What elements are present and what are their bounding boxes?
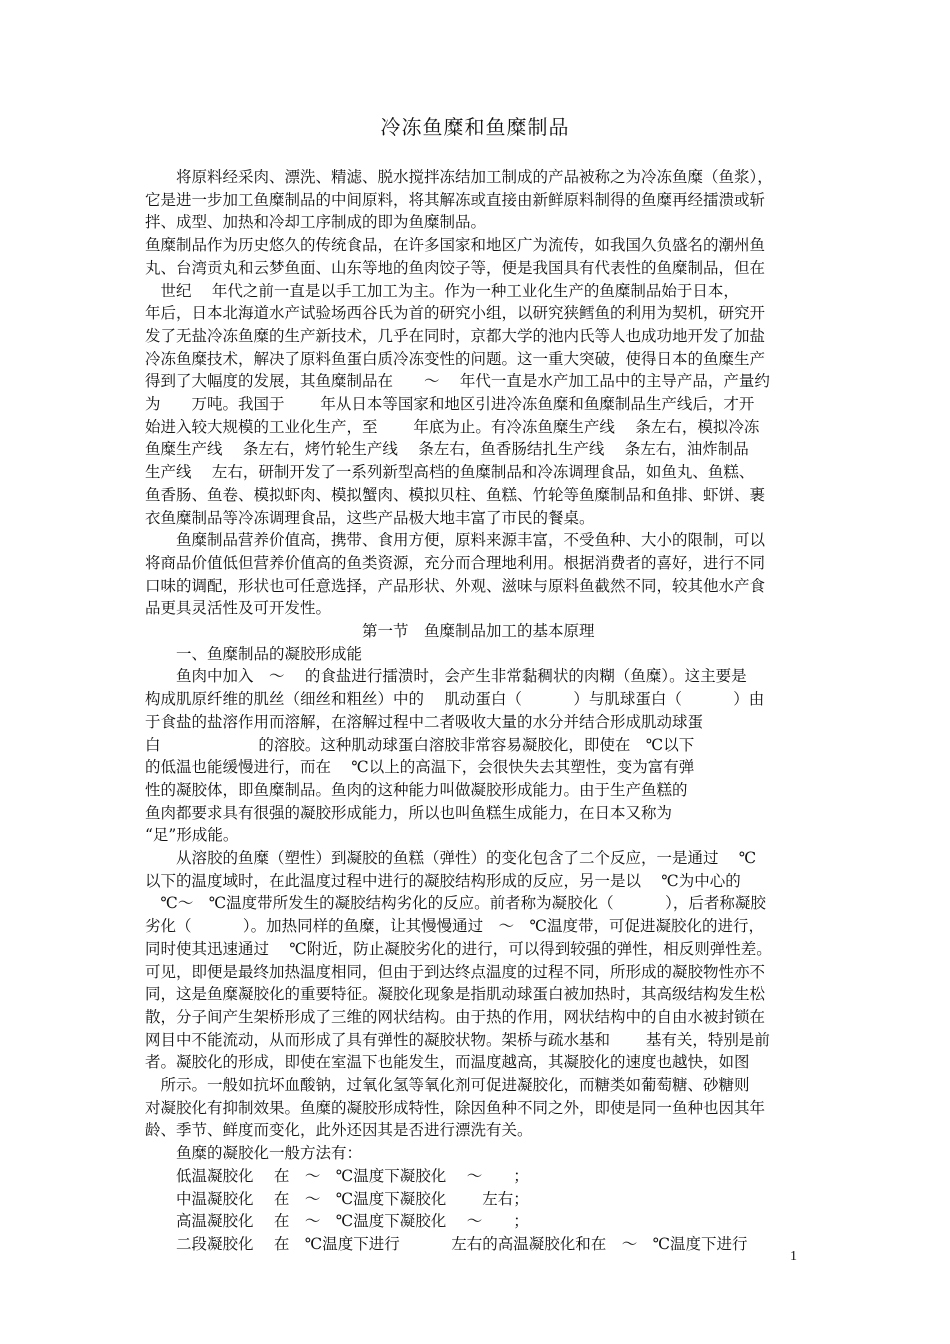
text-line: 发了无盐冷冻鱼糜的生产新技术，几乎在同时，京都大学的池内氏等人也成功地开发了加盐	[145, 326, 766, 345]
text-line: 口味的调配，形状也可任意选择，产品形状、外观、滋味与原料鱼截然不同，较其他水产食	[145, 576, 766, 595]
text-line: 同，这是鱼糜凝胶化的重要特征。凝胶化现象是指肌动球蛋白被加热时，其高级结构发生松	[145, 985, 766, 1004]
text-line: 网目中不能流动，从而形成了具有弹性的凝胶状物。架桥与疏水基和 基有关，特别是前	[145, 1030, 770, 1049]
text-line: 鱼糜制品作为历史悠久的传统食品，在许多国家和地区广为流传，如我国久负盛名的潮州鱼	[145, 236, 766, 255]
text-line: 始进入较大规模的工业化生产，至 年底为止。有冷冻鱼糜生产线 条左右，模拟冷冻	[145, 417, 760, 436]
text-line: “足”形成能。	[145, 826, 239, 845]
text-line: 一、鱼糜制品的凝胶形成能	[145, 644, 363, 663]
text-line: 同时使其迅速通过 ℃附近，防止凝胶劣化的进行，可以得到较强的弹性，相反则弹性差。	[145, 939, 772, 958]
text-line: 品更具灵活性及可开发性。	[145, 599, 332, 618]
text-line: 将商品价值低但营养价值高的鱼类资源，充分而合理地利用。根据消费者的喜好，进行不同	[145, 553, 766, 572]
text-line: 世纪 年代之前一直是以手工加工为主。作为一种工业化生产的鱼糜制品始于日本，	[145, 281, 739, 300]
text-line: 鱼糜生产线 条左右，烤竹轮生产线 条左右，鱼香肠结扎生产线 条左右，油炸制品	[145, 440, 749, 459]
text-line: 性的凝胶体，即鱼糜制品。鱼肉的这种能力叫做凝胶形成能力。由于生产鱼糕的	[145, 780, 688, 799]
text-line: 年后，日本北海道水产试验场西谷氏为首的研究小组，以研究狭鳕鱼的利用为契机，研究开	[145, 304, 766, 323]
text-line: 散，分子间产生架桥形成了三维的网状结构。由于热的作用，网状结构中的自由水被封锁在	[145, 1007, 766, 1026]
text-line: 可见，即便是最终加热温度相同，但由于到达终点温度的过程不同，所形成的凝胶物性亦不	[145, 962, 766, 981]
text-line: 将原料经采肉、漂洗、精滤、脱水搅拌冻结加工制成的产品被称之为冷冻鱼糜（鱼浆），	[145, 168, 773, 186]
text-line: 构成肌原纤维的肌丝（细丝和粗丝）中的 肌动蛋白（ ）与肌球蛋白（ ）由	[145, 690, 765, 709]
text-line: 鱼肉中加入 ～ 的食盐进行擂溃时，会产生非常黏稠状的肉糊（鱼糜）。这主要是	[145, 667, 747, 686]
text-line: ℃～ ℃温度带所发生的凝胶结构劣化的反应。前者称为凝胶化（ ），后者称凝胶	[145, 894, 766, 913]
text-line: 以下的温度域时，在此温度过程中进行的凝胶结构形成的反应，另一是以 ℃为中心的	[145, 871, 741, 890]
text-line: 为 万吨。我国于 年从日本等国家和地区引进冷冻鱼糜和鱼糜制品生产线后，才开	[145, 395, 755, 413]
text-line: 龄、季节、鲜度而变化，此外还因其是否进行漂洗有关。	[145, 1121, 533, 1140]
text-line: 高温凝胶化 在 ～ ℃温度下凝胶化 ～ ；	[145, 1212, 529, 1231]
text-line: 冷冻鱼糜技术，解决了原料鱼蛋白质冷冻变性的问题。这一重大突破，使得日本的鱼糜生产	[145, 349, 766, 368]
text-line: 鱼香肠、鱼卷、模拟虾肉、模拟蟹肉、模拟贝柱、鱼糕、竹轮等鱼糜制品和鱼排、虾饼、裹	[145, 485, 766, 504]
text-line: 低温凝胶化 在 ～ ℃温度下凝胶化 ～ ；	[145, 1166, 529, 1185]
text-line: 二段凝胶化 在 ℃温度下进行 左右的高温凝胶化和在 ～ ℃温度下进行	[145, 1234, 748, 1253]
text-line: 衣鱼糜制品等冷冻调理食品，这些产品极大地丰富了市民的餐桌。	[145, 508, 595, 527]
text-line: 对凝胶化有抑制效果。鱼糜的凝胶形成特性，除因鱼种不同之外，即使是同一鱼种也因其年	[145, 1098, 766, 1117]
text-line: 它是进一步加工鱼糜制品的中间原料，将其解冻或直接由新鲜原料制得的鱼糜再经擂溃或斩	[145, 190, 766, 209]
text-line: 鱼肉都要求具有很强的凝胶形成能力，所以也叫鱼糕生成能力，在日本又称为	[145, 803, 673, 822]
text-line: 第一节 鱼糜制品加工的基本原理	[145, 622, 595, 640]
text-line: 鱼糜的凝胶化一般方法有：	[145, 1144, 363, 1163]
document-title: 冷冻鱼糜和鱼糜制品	[380, 115, 570, 139]
text-line: 者。凝胶化的形成，即使在室温下也能发生，而温度越高，其凝胶化的速度也越快，如图	[145, 1053, 750, 1072]
text-line: 劣化（ ）。加热同样的鱼糜，让其慢慢通过 ～ ℃温度带，可促进凝胶化的进行，	[145, 917, 765, 936]
text-line: 丸、台湾贡丸和云梦鱼面、山东等地的鱼肉饺子等，便是我国具有代表性的鱼糜制品，但在	[145, 258, 766, 277]
text-line: 中温凝胶化 在 ～ ℃温度下凝胶化 左右；	[145, 1189, 529, 1208]
page-number: 1	[790, 1249, 797, 1264]
text-line: 白 的溶胶。这种肌动球蛋白溶胶非常容易凝胶化，即使在 ℃以下	[145, 735, 695, 754]
text-line: 所示。一般如抗坏血酸钠，过氧化氢等氧化剂可促进凝胶化，而糖类如葡萄糖、砂糖则	[145, 1076, 750, 1094]
text-line: 得到了大幅度的发展，其鱼糜制品在 ～ 年代一直是水产加工品中的主导产品，产量约	[145, 372, 770, 391]
text-line: 从溶胶的鱼糜（塑性）到凝胶的鱼糕（弹性）的变化包含了二个反应，一是通过 ℃	[145, 849, 757, 867]
text-line: 的低温也能缓慢进行，而在 ℃以上的高温下，会很快失去其塑性，变为富有弹	[145, 758, 695, 777]
text-line: 生产线 左右，研制开发了一系列新型高档的鱼糜制品和冷冻调理食品，如鱼丸、鱼糕、	[145, 463, 755, 482]
text-line: 拌、成型、加热和冷却工序制成的即为鱼糜制品。	[145, 213, 487, 232]
text-line: 于食盐的盐溶作用而溶解，在溶解过程中二者吸收大量的水分并结合形成肌动球蛋	[145, 712, 704, 731]
text-line: 鱼糜制品营养价值高，携带、食用方便，原料来源丰富，不受鱼种、大小的限制，可以	[145, 531, 766, 550]
